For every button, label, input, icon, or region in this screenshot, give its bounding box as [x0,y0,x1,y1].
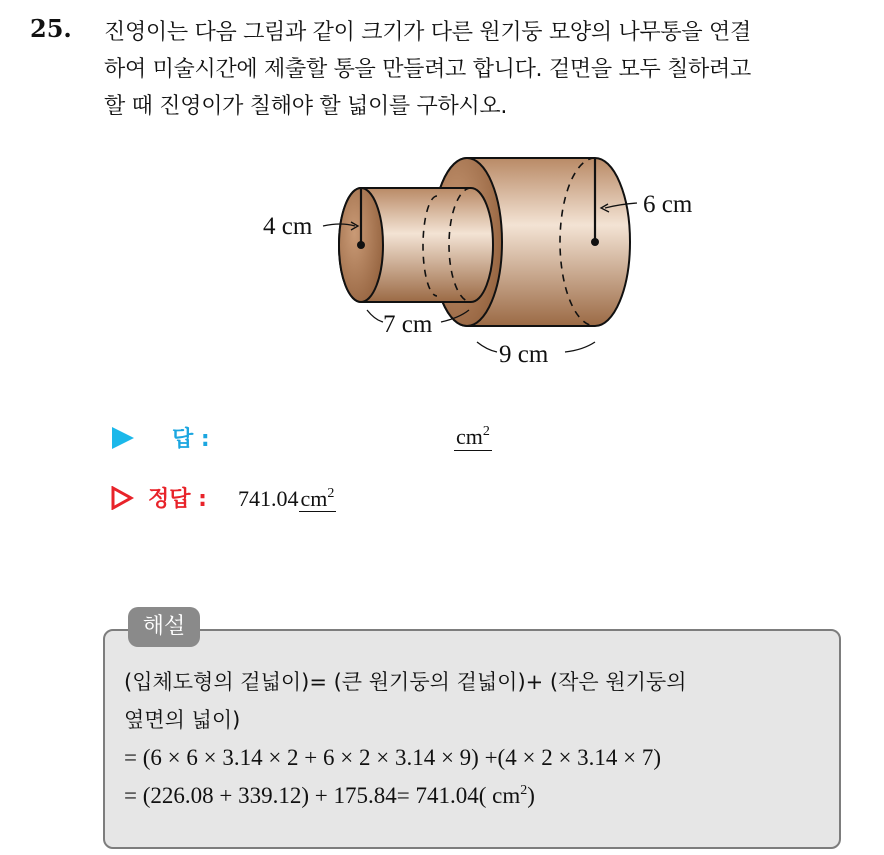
correct-answer-row [110,482,470,516]
solution-text [124,663,834,815]
small-length-label: 7 cm [383,311,433,338]
correct-unit-exponent: 2 [327,486,335,501]
solution-exponent: 2 [520,783,528,798]
correct-value-number: 741.04 [238,486,299,511]
play-triangle-icon [112,427,134,449]
solution-line: (입체도형의 겉넓이)= (큰 원기둥의 겉넓이)+ (작은 원기둥의 [124,670,687,694]
question-line: 진영이는 다음 그림과 같이 크기가 다른 원기둥 모양의 나무통을 연결 [104,20,751,45]
small-radius-label: 4 cm [263,213,313,240]
question-line: 하여 미술시간에 제출할 통을 만들려고 합니다. 겉면을 모두 칠하려고 [104,57,751,82]
solution-line: 옆면의 넓이) [124,708,241,732]
large-center-dot [591,238,599,246]
small-center-dot [357,241,365,249]
answer-row [110,422,530,456]
answer-unit-exponent: 2 [482,424,490,439]
answer-label: 답 : [172,427,210,452]
answer-unit: cm [456,424,483,449]
correct-answer-value [238,486,336,512]
outline-triangle-icon [110,486,134,510]
question-text [104,14,874,125]
question-number: 25. [30,14,72,43]
correct-answer-label: 정답 : [148,487,207,512]
question-line: 할 때 진영이가 칠해야 할 넓이를 구하시오. [104,94,508,119]
solution-line: = (226.08 + 339.12) + 175.84= 741.04( $cm^2$) [124,783,535,808]
correct-unit: $cm^2$ [300,486,335,511]
answer-blank[interactable] [454,424,492,451]
large-length-label: 9 cm [499,341,549,368]
large-radius-label: 6 cm [643,191,693,218]
solution-line: = (6 × 6 × 3.14 × 2 + 6 × 2 × 3.14 × 9) +(4 × 2 × 3.14 × 7) [124,745,662,770]
solution-tab: 해설 [128,607,200,647]
cylinder-figure [255,150,725,380]
